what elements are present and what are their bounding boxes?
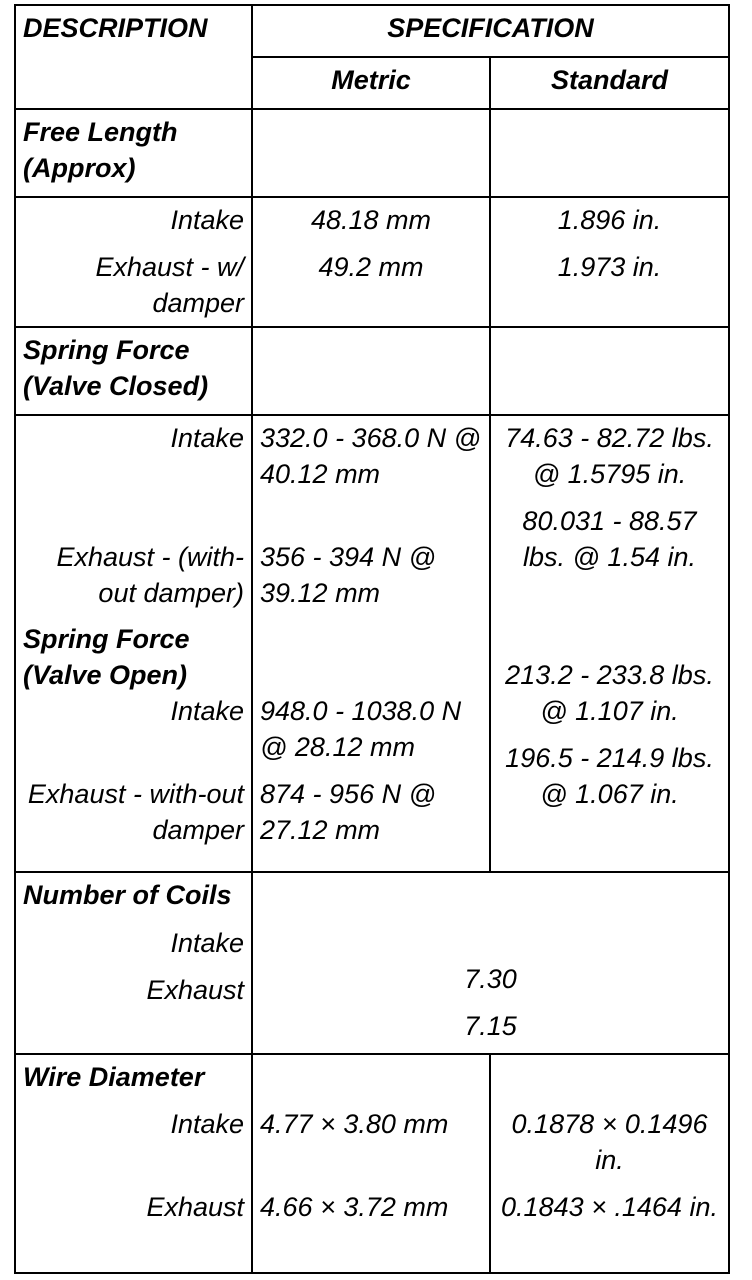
coils-title: Number of Coils: [23, 880, 232, 910]
spring-open-exhaust-metric: 874 - 956 N @ 27.12 mm: [260, 779, 437, 845]
free-length-title-cell: [15, 109, 252, 197]
header-description: DESCRIPTION: [15, 5, 252, 109]
header-specification: SPECIFICATION: [252, 5, 729, 57]
spring-open-intake-label: Intake: [170, 696, 244, 726]
wire-labels: [15, 1054, 252, 1273]
spring-force-labels: [15, 415, 252, 872]
spring-force-metric: [252, 415, 490, 872]
spring-force-closed-metric-empty: [252, 327, 490, 415]
spring-force-closed-standard-empty: [490, 327, 729, 415]
coils-values: [252, 872, 729, 1054]
coils-exhaust-value: 7.15: [464, 1011, 517, 1041]
spring-closed-intake-label: Intake: [170, 423, 244, 453]
coils-intake-label: Intake: [170, 928, 244, 958]
valve-spring-spec-table: [14, 4, 730, 1274]
wire-standard: [490, 1054, 729, 1273]
free-length-intake-label: Intake: [170, 205, 244, 235]
coils-exhaust-label: Exhaust: [146, 975, 244, 1005]
coils-labels: [15, 872, 252, 1054]
spring-closed-exhaust-label: Exhaust - (with-out damper): [56, 542, 244, 608]
wire-exhaust-metric: 4.66 × 3.72 mm: [260, 1192, 449, 1222]
spring-open-exhaust-standard: 196.5 - 214.9 lbs. @ 1.067 in.: [505, 743, 714, 809]
spring-open-exhaust-label: Exhaust - with-out damper: [27, 779, 244, 845]
spring-closed-intake-standard: 74.63 - 82.72 lbs. @ 1.5795 in.: [505, 423, 714, 489]
free-length-intake-standard: 1.896 in.: [557, 205, 662, 235]
spring-force-closed-title-cell: [15, 327, 252, 415]
coils-intake-value: 7.30: [464, 964, 517, 994]
free-length-standard: [490, 197, 729, 327]
free-length-metric: [252, 197, 490, 327]
wire-diameter-title: Wire Diameter: [23, 1062, 205, 1092]
header-metric: Metric: [252, 57, 490, 109]
spring-force-closed-title: Spring Force (Valve Closed): [23, 335, 209, 401]
spring-open-intake-standard: 213.2 - 233.8 lbs. @ 1.107 in.: [505, 660, 714, 726]
spring-closed-exhaust-metric: 356 - 394 N @ 39.12 mm: [260, 542, 437, 608]
wire-intake-label: Intake: [170, 1109, 244, 1139]
spring-force-standard: [490, 415, 729, 872]
free-length-labels: [15, 197, 252, 327]
wire-metric: [252, 1054, 490, 1273]
free-length-intake-metric: 48.18 mm: [310, 205, 432, 235]
wire-exhaust-label: Exhaust: [146, 1192, 244, 1222]
wire-exhaust-standard: 0.1843 × .1464 in.: [501, 1192, 718, 1222]
wire-intake-standard: 0.1878 × 0.1496 in.: [511, 1109, 708, 1175]
spring-force-open-title: Spring Force (Valve Open): [23, 624, 190, 690]
free-length-title: Free Length (Approx): [23, 117, 178, 183]
free-length-exhaust-standard: 1.973 in.: [557, 252, 662, 282]
spring-open-intake-metric: 948.0 - 1038.0 N @ 28.12 mm: [260, 696, 462, 762]
wire-intake-metric: 4.77 × 3.80 mm: [260, 1109, 449, 1139]
free-length-metric-empty: [252, 109, 490, 197]
spring-closed-exhaust-standard: 80.031 - 88.57 lbs. @ 1.54 in.: [522, 506, 697, 572]
free-length-standard-empty: [490, 109, 729, 197]
spring-closed-intake-metric: 332.0 - 368.0 N @ 40.12 mm: [260, 423, 482, 489]
header-standard: Standard: [490, 57, 729, 109]
free-length-exhaust-metric: 49.2 mm: [318, 252, 424, 282]
free-length-exhaust-label: Exhaust - w/ damper: [95, 252, 244, 318]
